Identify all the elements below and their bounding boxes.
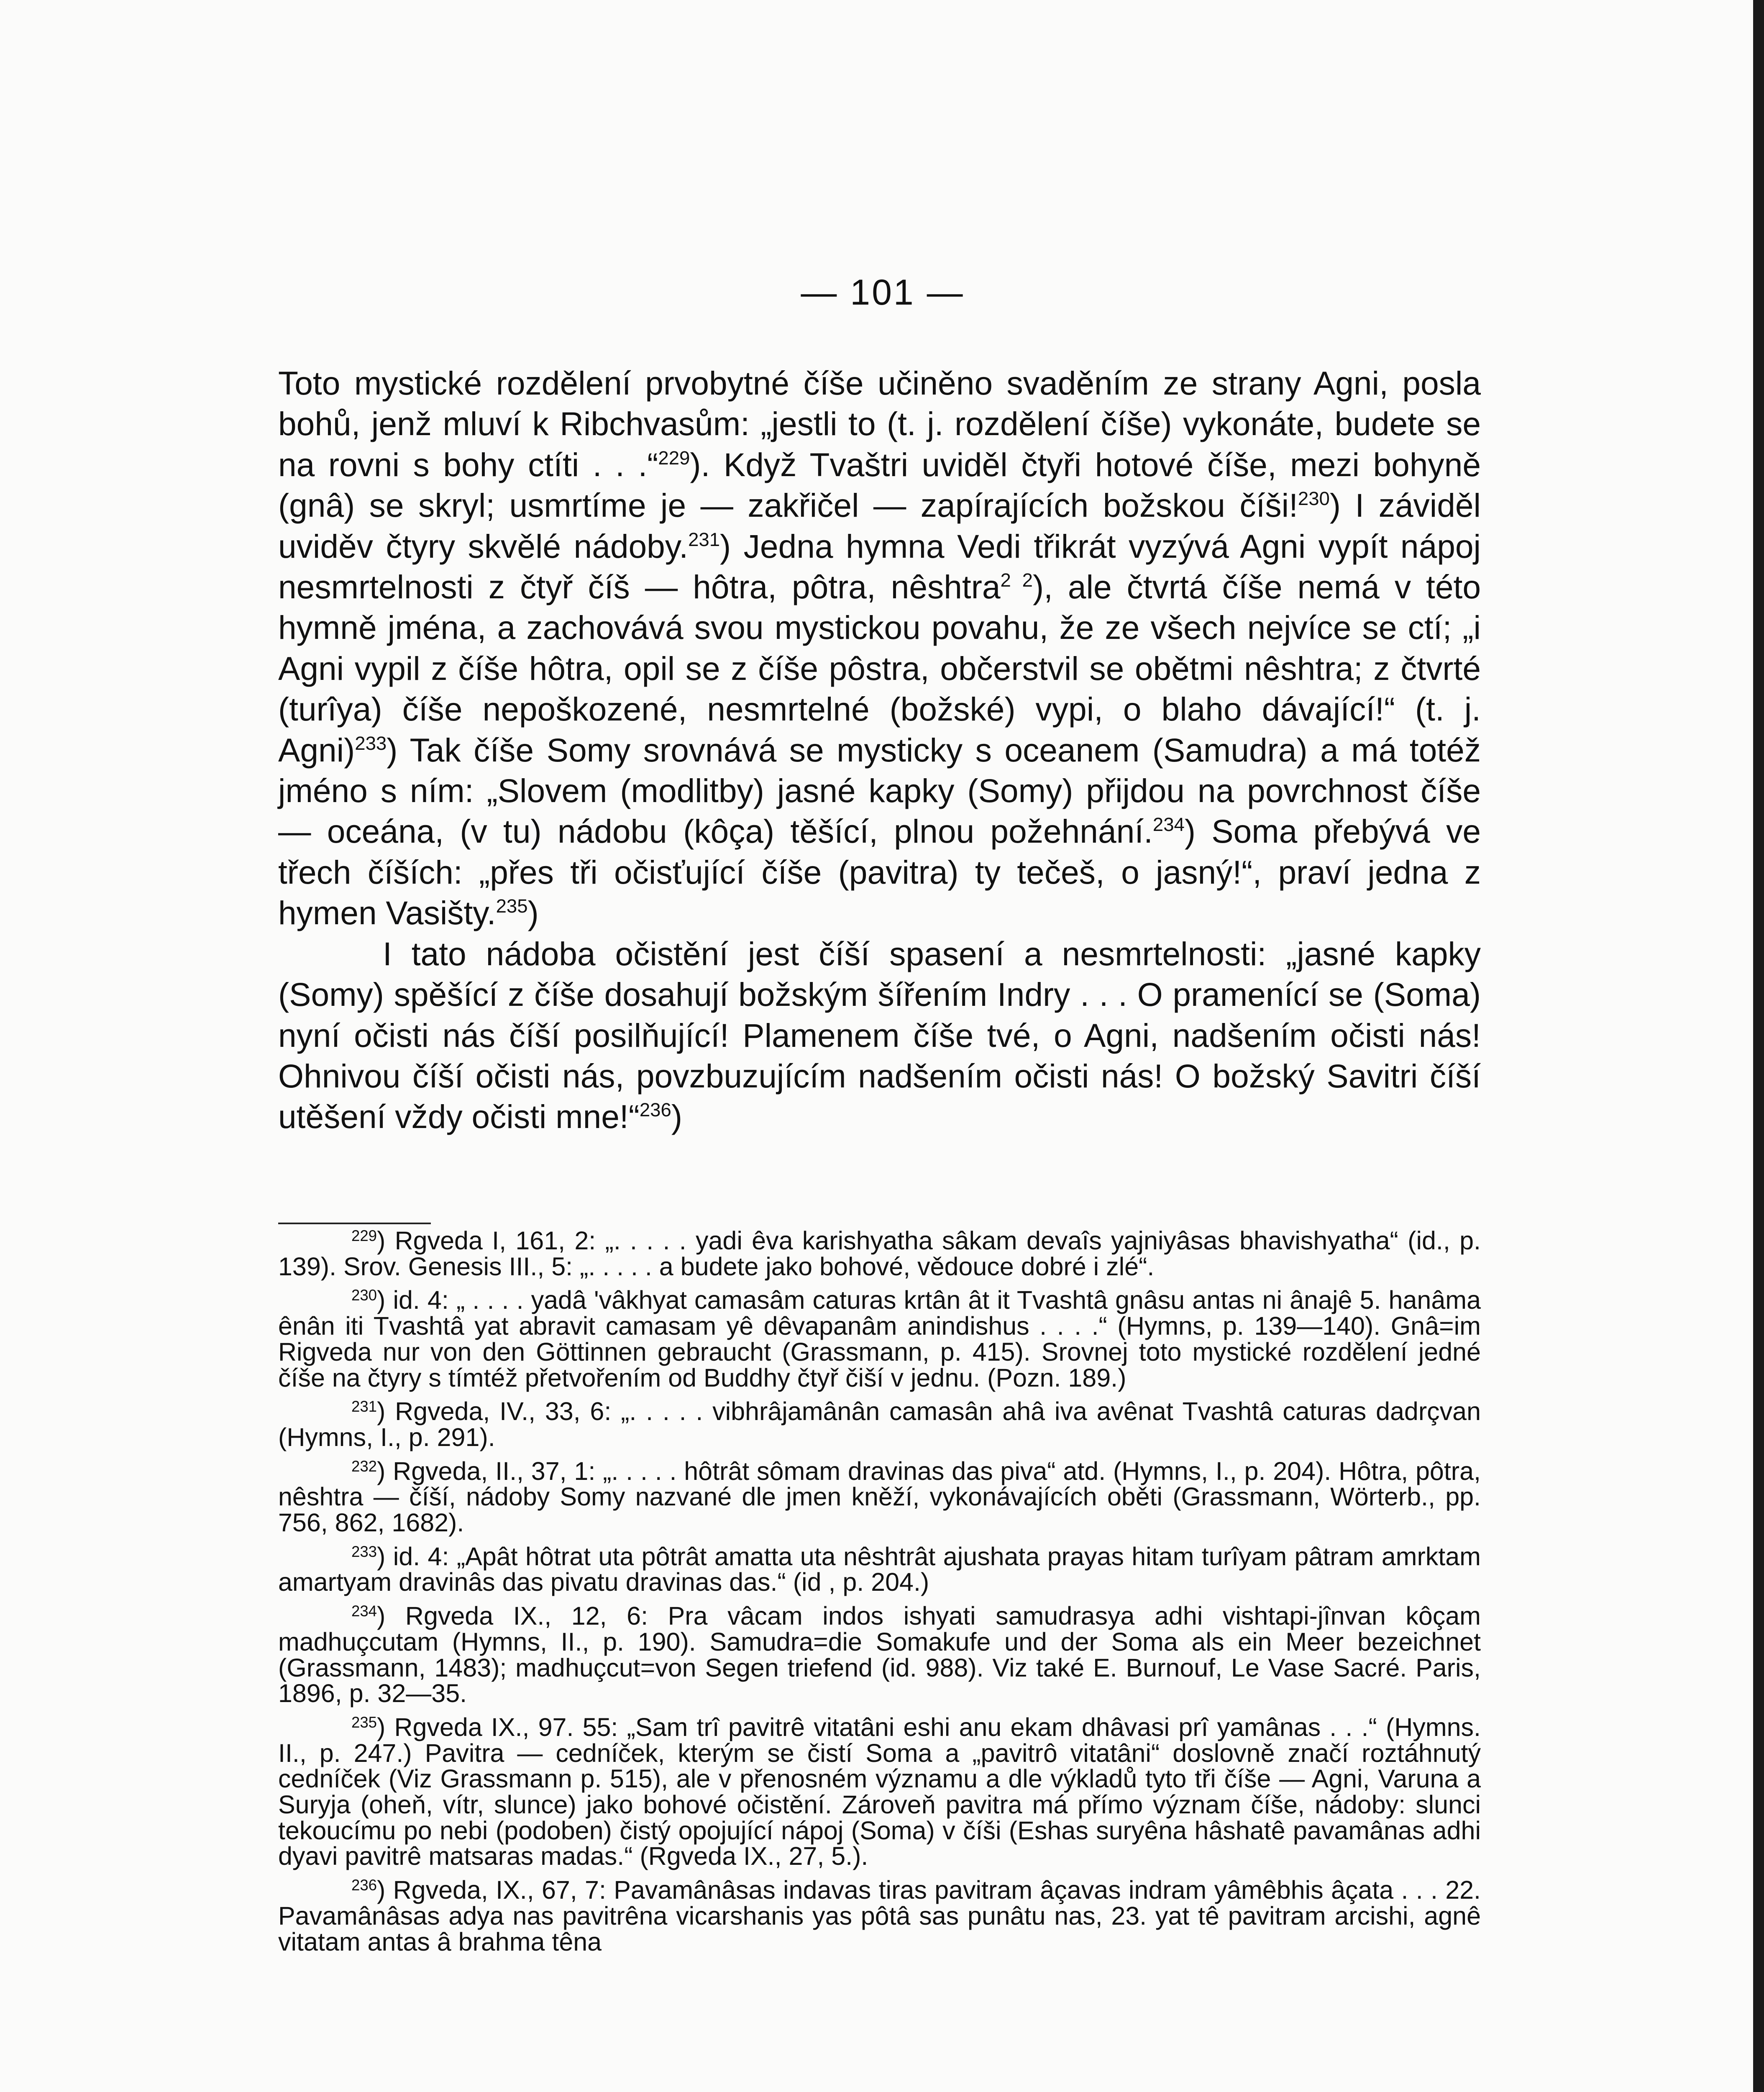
paragraph-1-text-8: ) bbox=[527, 895, 539, 932]
paragraph-1-text-1: Toto mystické rozdělení prvobytné číše učiněno svaděním ze strany Agni, posla bohů, jenž mluví k Ribchvasům: „jestli to (t. j. rozdělení číše) vykonáte, budete se na rovni s bohy ctíti . . .“ bbox=[278, 365, 1481, 483]
footnote-number: 230 bbox=[351, 1287, 377, 1304]
footnote-text: ) Rgveda IX., 97. 55: „Sam trî pavitrê vitatâni eshi anu ekam dhâvasi prî yamânas . . .“ (Hymns. II., p. 247.) Pavitra — cedníček, kterým se čistí Soma a „pavitrô vitatâni“ doslovně značí roztáhnutý cedníček (Viz Grassmann p. 515), ale v přenosném významu a dle výkladů tyto tři číše — Agni, Varuna a Suryja (oheň, vítr, slunce) jako bohové očistění. Zároveň pavitra má přímo význam číše, nádoby: slunci tekoucímu po nebi (podoben) čistý opojující nápoj (Soma) v číši (Eshas suryêna hâshatê pavamânas adhi dyavi pavitrê matsaras madas.“ (Rgveda IX., 27, 5.). bbox=[278, 1713, 1481, 1871]
footnote-235 bbox=[278, 1715, 1481, 1869]
paragraph-1-text-7: ) Soma přebývá ve třech číších: „přes tři očisťující číše (pavitra) ty tečeš, o jasný!“, praví jedna z hymen Vasišty. bbox=[278, 813, 1481, 932]
footnote-separator bbox=[278, 1223, 431, 1224]
footnote-229 bbox=[278, 1228, 1481, 1279]
footnote-number: 235 bbox=[351, 1713, 377, 1731]
footnote-text: ) Rgveda I, 161, 2: „. . . . . yadi êva karishyatha sâkam devaîs yajniyâsas bhavishyatha“ (id., p. 139). Srov. Genesis III., 5: „. . . . . a budete jako bohové, vědouce dobré i zlé“. bbox=[278, 1226, 1481, 1281]
footnote-ref-232: 2 2 bbox=[1000, 569, 1033, 591]
footnote-number: 236 bbox=[351, 1877, 377, 1894]
footnote-number: 233 bbox=[351, 1543, 377, 1560]
footnote-text: ) Rgveda, II., 37, 1: „. . . . . hôtrât sômam dravinas das piva“ atd. (Hymns, I., p. 204). Hôtra, pôtra, nêshtra — číší, nádoby Somy nazvané dle jmen kněží, vykonávajících oběti (Grassmann, Wörterb., pp. 756, 862, 1682). bbox=[278, 1456, 1481, 1537]
paragraph-1-text-6: ) Tak číše Somy srovnává se mysticky s oceanem (Samudra) a má totéž jméno s ním: „Slovem (modlitby) jasné kapky (Somy) přijdou na povrchnost číše — oceána, (v tu) nádobu (kôça) těšící, plnou požehnání. bbox=[278, 731, 1481, 850]
footnote-number: 231 bbox=[351, 1398, 377, 1415]
footnote-233 bbox=[278, 1544, 1481, 1595]
footnote-number: 232 bbox=[351, 1457, 377, 1475]
footnote-ref-230: 230 bbox=[1298, 488, 1330, 509]
footnote-232 bbox=[278, 1456, 1481, 1537]
paragraph-1-text-4: ) Jedna hymna Vedi třikrát vyzývá Agni vypít nápoj nesmrtelnosti z čtyř číš — hôtra, pôtra, nêshtra bbox=[278, 528, 1481, 606]
footnote-text: ) id. 4: „ . . . . yadâ 'vâkhyat camasâm caturas krtân ât it Tvashtâ gnâsu antas ni ânajê 5. hanâma ênân iti Tvashtâ yat abravit camasam yê dêvapanâm anindishus . . . .“ (Hymns, p. 139—140). Gnâ=im Rigveda nur von den Göttinnen gebraucht (Grassmann, p. 415). Srovnej toto mystické rozdělení jedné číše na čtyry s tímtéž přetvořením od Buddhy čtyř čiší v jednu. (Pozn. 189.) bbox=[278, 1286, 1481, 1392]
footnote-number: 229 bbox=[351, 1227, 377, 1244]
paragraph-1 bbox=[278, 363, 1481, 934]
scan-edge bbox=[1753, 0, 1764, 2092]
footnote-234 bbox=[278, 1603, 1481, 1707]
footnote-ref-236: 236 bbox=[639, 1099, 671, 1121]
footnote-text: ) Rgveda, IV., 33, 6: „. . . . . vibhrâjamânân camasân ahâ iva avênat Tvashtâ caturas dadrçvan (Hymns, I., p. 291). bbox=[278, 1397, 1481, 1451]
footnote-number: 234 bbox=[351, 1602, 377, 1620]
footnotes bbox=[278, 1228, 1481, 1963]
paragraph-1-text-5: ), ale čtvrtá číše nemá v této hymně jména, a zachovává svou mystickou povahu, že ze všech nejvíce se ctí; „i Agni vypil z číše hôtra, opil se z číše pôstra, občerstvil se obětmi nêshtra; z čtvrté (turîya) číše nepoškozené, nesmrtelné (božské) vypi, o blaho dávající!“ (t. j. Agni) bbox=[278, 569, 1481, 769]
footnote-230 bbox=[278, 1287, 1481, 1391]
footnote-text: ) Rgveda, IX., 67, 7: Pavamânâsas indavas tiras pavitram âçavas indram yâmêbhis âçata . . . 22. Pavamânâsas adya nas pavitrêna vicarshanis yas pôtâ sas punâtu nas, 23. yat tê pavitram arcishi, agnê vitatam antas â brahma têna bbox=[278, 1876, 1481, 1956]
footnote-text: ) id. 4: „Apât hôtrat uta pôtrât amatta uta nêshtrât ajushata prayas hitam turîyam pâtram amrktam amartyam dravinâs das pivatu dravinas das.“ (id , p. 204.) bbox=[278, 1542, 1481, 1597]
footnote-text: ) Rgveda IX., 12, 6: Pra vâcam indos ishyati samudrasya adhi vishtapi-jînvan kôçam madhuçcutam (Hymns, II., p. 190). Samudra=die Somakufe und der Soma als ein Meer bezeichnet (Grassmann, 1483); madhuçcut=von Segen triefend (id. 988). Viz také E. Burnouf, Le Vase Sacré. Paris, 1896, p. 32—35. bbox=[278, 1602, 1481, 1708]
footnote-231 bbox=[278, 1399, 1481, 1450]
footnote-ref-234: 234 bbox=[1152, 814, 1185, 836]
footnote-ref-231: 231 bbox=[688, 528, 720, 550]
paragraph-2-text-2: ) bbox=[671, 1098, 682, 1136]
paragraph-2-text-1: I tato nádoba očistění jest číší spasení a nesmrtelnosti: „jasné kapky (Somy) spěšící z číše dosahují božským šířením Indry . . . O pramenící se (Soma) nyní očisti nás číší posilňující! Plamenem číše tvé, o Agni, nadšením očisti nás! Ohnivou číší očisti nás, povzbuzujícím nadšením očisti nás! O božský Savitri číší utěšení vždy očisti mne!“ bbox=[278, 935, 1481, 1136]
footnote-ref-235: 235 bbox=[496, 895, 528, 917]
main-text bbox=[278, 363, 1481, 1138]
paragraph-1-text-3: ) I záviděl uviděv čtyry skvělé nádoby. bbox=[278, 487, 1481, 565]
footnote-236 bbox=[278, 1877, 1481, 1955]
page-number: — 101 — bbox=[801, 272, 965, 313]
paragraph-2 bbox=[278, 934, 1481, 1138]
paragraph-1-text-2: ). Když Tvaštri uviděl čtyři hotové číše, mezi bohyně (gnâ) se skryl; usmrtíme je — zakřičel — zapírajících božskou číši! bbox=[278, 446, 1481, 524]
footnote-ref-233: 233 bbox=[355, 732, 387, 754]
footnote-ref-229: 229 bbox=[658, 447, 690, 469]
